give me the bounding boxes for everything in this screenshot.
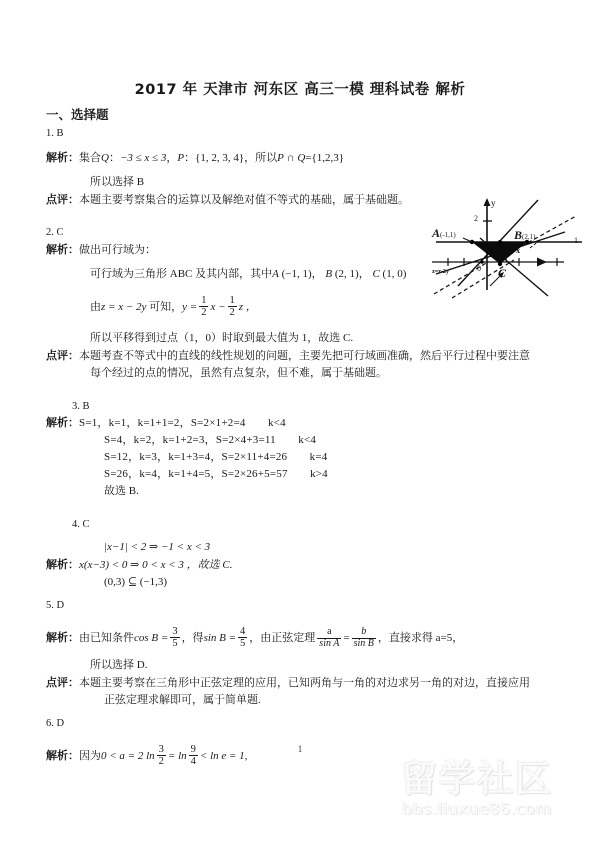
q5-cos-numerator: 3 xyxy=(172,626,178,638)
q3-step-0: S=1，k=1，k=1+1=2，S=2×1+2=4 k<4 xyxy=(79,417,286,430)
question-number-3: 3. B xyxy=(72,400,90,412)
label-B-coord: (2,1) xyxy=(522,233,536,241)
question-block-3 xyxy=(46,399,554,501)
q5-pre: 由已知条件 xyxy=(79,632,134,645)
question-number-4: 4. C xyxy=(72,518,90,530)
q2-coord-B: (2, 1) xyxy=(334,267,359,280)
q2-frac2-numerator: 1 xyxy=(229,294,235,306)
q2-analysis-text: 做出可行域为： xyxy=(79,243,156,256)
question-block-1 xyxy=(46,126,554,209)
q2-comment-line-2: 每个经过的点的情况，虽然有点复杂，但不难，属于基础题。 xyxy=(90,367,387,380)
q3-analysis-row-3: S=26，k=4，k=1+4=5，S=2×26+5=57 k>4 xyxy=(104,468,328,481)
q5-a-numerator: a xyxy=(327,626,332,638)
q1-set-intersection: {1,2,3} xyxy=(311,151,345,164)
q6-pre: 因为 xyxy=(79,749,101,762)
q5-choose-line: 所以选择 D. xyxy=(90,659,148,672)
q6-expr-a: 0 < a = 2 ln xyxy=(101,749,155,762)
q2-fraction-half-2 xyxy=(228,295,237,319)
q2-x-var: x − xyxy=(210,300,226,313)
q2-frac1-denominator: 2 xyxy=(201,307,207,319)
label-point-C: C xyxy=(498,266,507,280)
label-tick-0: 0 xyxy=(477,264,481,273)
q1-range: −3 ≤ x ≤ 3 xyxy=(119,151,167,164)
q5-de: ，得 xyxy=(181,632,204,645)
label-axis-x: x xyxy=(516,246,520,255)
page-number: 1 xyxy=(297,744,303,754)
q6-mid: = ln xyxy=(167,749,187,762)
question-block-5 xyxy=(46,598,554,709)
comment-label-5: 点评： xyxy=(46,676,79,690)
label-point-A xyxy=(432,226,456,241)
q2-point-B: B xyxy=(325,267,333,280)
question-number-2: 2. C xyxy=(46,226,64,238)
midpoint-dot xyxy=(498,240,502,244)
q5-sin-denominator: 5 xyxy=(240,638,246,650)
q3-analysis-row-2: S=12，k=3，k=1+3=4，S=2×11+4=26 k=4 xyxy=(104,451,328,464)
q5-tail: ，直接求得 a=5， xyxy=(377,632,464,645)
q1-comment-text: 本题主要考察集合的运算以及解绝对值不等式的基础，属于基础题。 xyxy=(79,193,409,206)
q1-set-P: P xyxy=(177,151,185,164)
q2-sep2: ， xyxy=(358,267,370,280)
comment-label: 点评： xyxy=(46,192,79,206)
q2-point-C: C xyxy=(372,267,380,280)
analysis-label-6: 解析： xyxy=(46,748,79,762)
label-tick-1: 1 xyxy=(574,236,578,245)
q5-fraction-a-sinA xyxy=(317,627,341,650)
q3-conclusion: 故选 B. xyxy=(104,485,139,498)
analysis-label-5: 解析： xyxy=(46,631,79,645)
q2-z-var: z ， xyxy=(238,300,257,313)
section-heading: 一、选择题 xyxy=(46,107,109,122)
q6-tail: < ln e = 1, xyxy=(199,749,248,762)
q2-result-line: 所以平移得到过点（1，0）时取到最大值为 1，故选 C. xyxy=(90,332,354,345)
q2-region-text: 可行域为三角形 ABC 及其内部，其中 xyxy=(90,267,273,280)
q2-comment-text-1: 本题考查不等式中的直线的线性规划的问题，主要先把可行域画准确，然后平行过程中要注意 xyxy=(79,350,530,363)
label-A-text: A xyxy=(432,226,441,240)
q4-subset-line: (0,3) ⊆ (−1,3) xyxy=(104,576,168,589)
q2-z-expr: z = x − 2y xyxy=(101,300,147,313)
q5-sinA-denominator: sin A xyxy=(319,638,340,650)
q2-fraction-half-1 xyxy=(199,295,208,319)
q3-analysis-row-1: S=4，k=2，k=1+2=3，S=2×4+3=11 k<4 xyxy=(104,434,317,447)
analysis-label-3: 解析： xyxy=(46,416,79,430)
q2-coord-C: (1, 0) xyxy=(382,267,407,280)
label-objective-line: z=x-2y xyxy=(432,268,449,275)
q5-comment-line-2: 正弦定理求解即可，属于简单题. xyxy=(104,694,261,707)
q5-eq: = xyxy=(343,632,350,645)
q2-y-eq: y = xyxy=(182,300,198,313)
q1-eq: = xyxy=(305,151,312,164)
x-axis-arrow xyxy=(537,258,547,267)
q1-set-P-value: {1, 2, 3, 4} xyxy=(195,151,245,164)
q2-you: 由 xyxy=(90,300,101,313)
q6-frac1-denominator: 2 xyxy=(158,756,164,768)
q4-analysis-line xyxy=(46,556,554,574)
question-block-6 xyxy=(46,716,554,767)
watermark xyxy=(372,759,582,840)
label-tick-neg1: -1 xyxy=(503,258,508,264)
watermark-brand: 留学社区 xyxy=(400,759,553,800)
question-number-6: 6. D xyxy=(46,718,65,730)
page-title: 2017 年 天津市 河东区 高三一模 理科试卷 解析 xyxy=(134,82,466,98)
q2-coord-A: (−1, 1) xyxy=(281,267,312,280)
q1-P: P xyxy=(277,151,284,164)
q2-comment-line-1 xyxy=(46,347,554,365)
q5-analysis-line xyxy=(46,626,554,650)
q4-abs-inequality: |x−1| < 2 ⇒ −1 < x < 3 xyxy=(104,541,211,554)
label-B-text: B xyxy=(514,228,523,242)
question-block-4 xyxy=(46,517,554,592)
analysis-label-2: 解析： xyxy=(46,242,79,256)
q1-colon2: ： xyxy=(184,151,196,164)
label-tick-2: 2 xyxy=(474,214,478,223)
q1-suoyi: ，所以 xyxy=(244,151,278,164)
label-axis-y: y xyxy=(491,198,496,208)
q5-comment-text-1: 本题主要考察在三角形中正弦定理的应用，已知两角与一角的对边求另一角的对边，直接应用 xyxy=(79,677,530,690)
watermark-url: bbs.liuxue86.com xyxy=(402,799,552,818)
analysis-label: 解析： xyxy=(46,150,79,164)
comment-label-2: 点评： xyxy=(46,349,79,363)
q3-analysis-row-0 xyxy=(46,414,554,432)
q6-frac2-denominator: 4 xyxy=(190,756,196,768)
analysis-label-4: 解析： xyxy=(46,558,79,572)
q5-youzheng: ，由正弦定理 xyxy=(249,632,316,645)
q1-set-Q: Q xyxy=(101,151,109,164)
q2-kezhi: 可知， xyxy=(149,300,183,313)
q1-comma: ， xyxy=(166,151,178,164)
q5-sinB-denominator: sin B xyxy=(353,638,374,650)
q5-fraction-b-sinB xyxy=(352,627,376,650)
q2-point-A: A xyxy=(272,267,279,280)
graph-svg xyxy=(430,198,588,318)
q1-analysis-line xyxy=(46,149,554,167)
q5-fraction-sin xyxy=(238,626,247,650)
q2-frac1-numerator: 1 xyxy=(201,294,207,306)
q5-cosB: cos B = xyxy=(134,632,169,645)
q5-sin-numerator: 4 xyxy=(240,626,246,638)
q1-Q: Q xyxy=(297,151,306,164)
q6-frac1-numerator: 3 xyxy=(158,743,164,755)
question-number-5: 5. D xyxy=(46,600,65,612)
q1-intersect-icon: ∩ xyxy=(286,151,295,164)
q5-b-numerator: b xyxy=(361,626,367,638)
q2-frac2-denominator: 2 xyxy=(229,307,235,319)
question-number-1: 1. B xyxy=(46,128,64,139)
q5-fraction-cos xyxy=(170,626,179,650)
q5-cos-denominator: 5 xyxy=(172,638,178,650)
label-point-B xyxy=(514,228,535,243)
q1-analysis-pre: 集合 xyxy=(79,151,101,164)
feasible-region-figure xyxy=(430,198,588,318)
label-A-coord: (-1,1) xyxy=(440,231,456,239)
y-axis-arrow xyxy=(484,198,491,206)
q1-choose-line: 所以选择 B xyxy=(90,175,145,188)
q5-comment-line-1 xyxy=(46,674,554,692)
q6-frac2-numerator: 9 xyxy=(190,743,196,755)
q2-sep1: ， xyxy=(311,267,323,280)
q4-analysis-text: x(x−3) < 0 ⇒ 0 < x < 3 ，故选 C. xyxy=(79,559,233,572)
q5-sinB: sin B = xyxy=(203,632,237,645)
q1-colon1: ： xyxy=(108,151,120,164)
